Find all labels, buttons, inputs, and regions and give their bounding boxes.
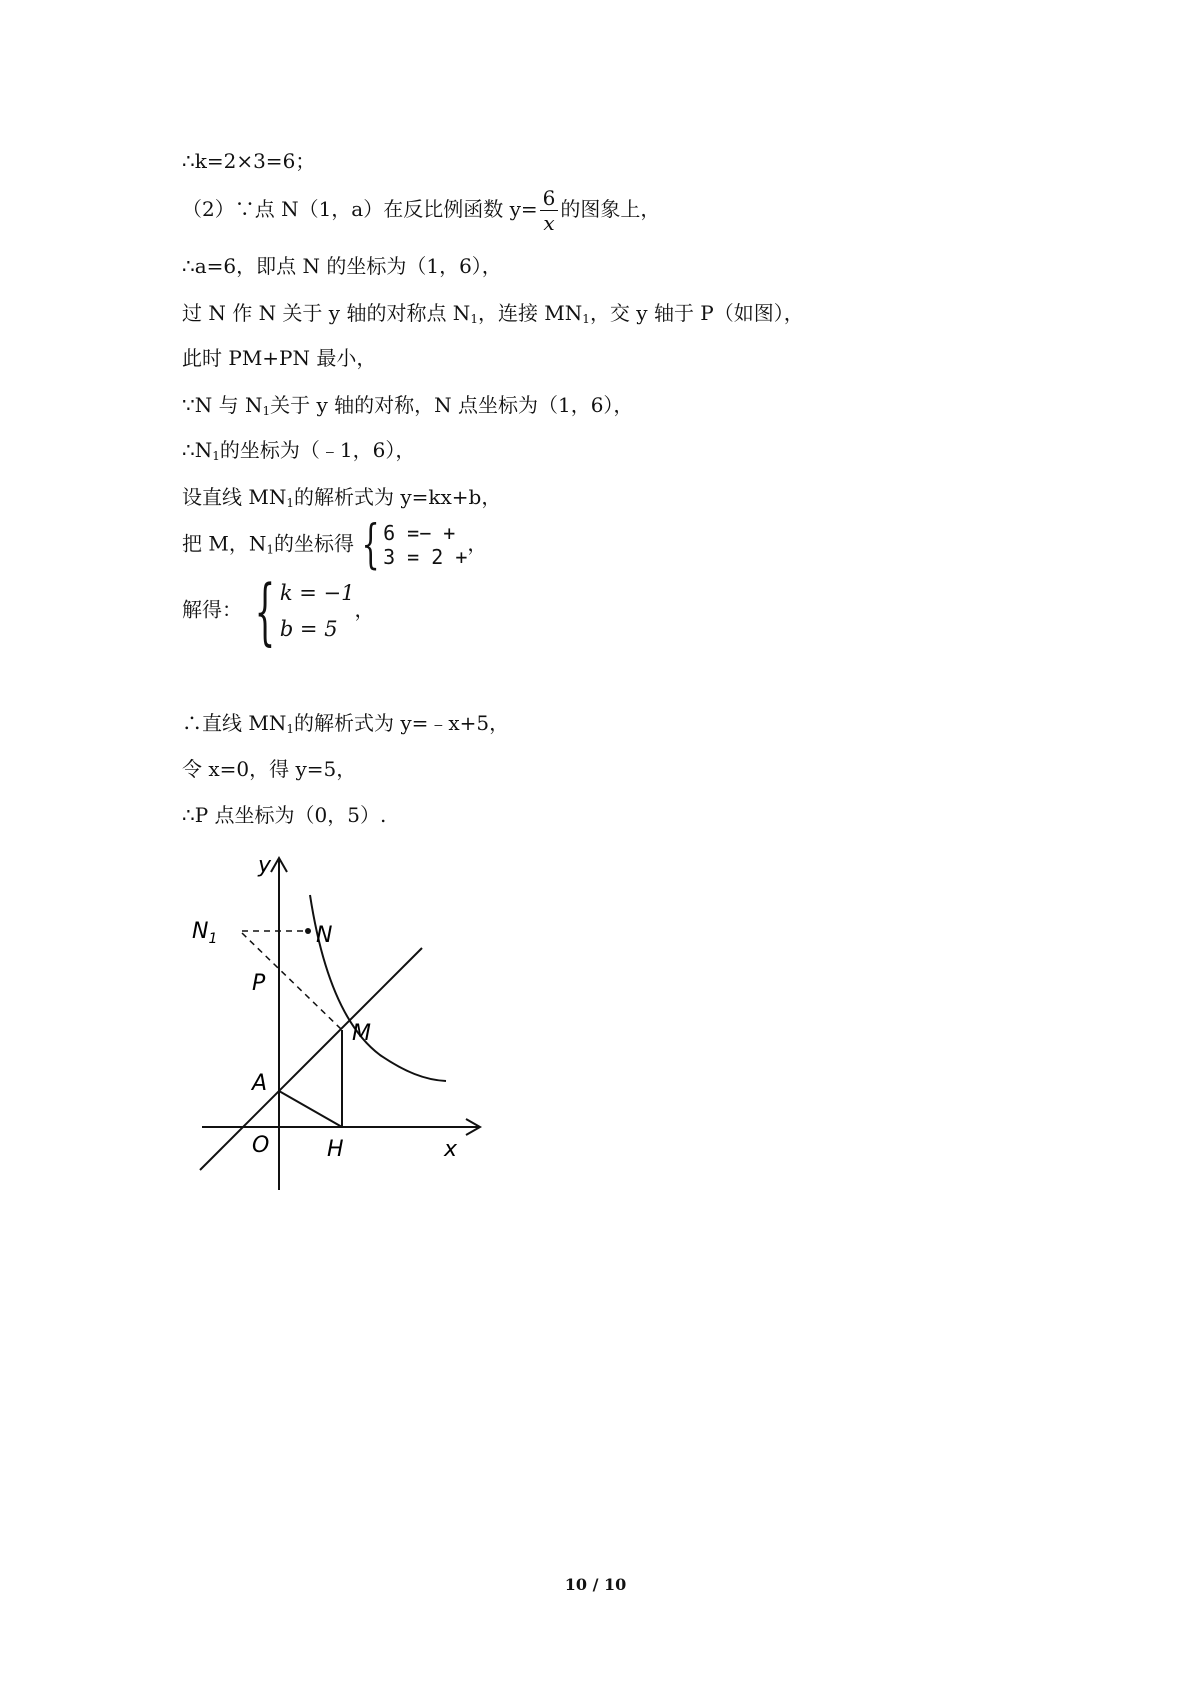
line-10-part-a: 解得：	[182, 597, 242, 622]
label-O: O	[252, 1133, 270, 1158]
coordinate-figure	[190, 850, 490, 1195]
point-N	[305, 928, 311, 934]
line-4-part-a: 过 N 作 N 关于 y 轴的对称点 N	[182, 301, 471, 325]
text-line-1: ∴k=2×3=6；	[182, 149, 316, 173]
text-line-10	[182, 569, 375, 653]
subscript: 1	[286, 496, 294, 510]
subscript: 1	[212, 449, 220, 463]
text-line-2	[182, 186, 660, 235]
left-brace: {	[361, 515, 380, 575]
subscript: 1	[262, 404, 271, 418]
text-line-3: ∴a=6，即点 N 的坐标为（1，6），	[182, 254, 502, 278]
line-9-part-c: ，	[467, 531, 488, 556]
line-10-part-b: ，	[354, 597, 375, 622]
line-6-part-a: ∵N 与 N	[182, 393, 263, 417]
label-A: A	[252, 1071, 268, 1096]
text-line-12: 令 x=0，得 y=5，	[182, 757, 357, 781]
text-line-9	[182, 515, 488, 575]
line-9-part-a: 把 M，N	[182, 531, 267, 556]
page-number: 10 / 10	[564, 1575, 627, 1594]
text-line-13: ∴P 点坐标为（0，5）.	[182, 803, 387, 827]
line-7-part-a: ∴N	[182, 438, 213, 462]
label-y: y	[258, 853, 272, 878]
fraction-numerator: 6	[542, 186, 556, 210]
label-M: M	[352, 1021, 371, 1046]
line-7-part-b: 的坐标为（﹣1，6），	[219, 438, 416, 462]
label-x: x	[444, 1137, 458, 1162]
solution-row-1: k = −1	[279, 581, 355, 605]
label-H: H	[327, 1137, 344, 1162]
text-line-4	[182, 300, 804, 332]
line-9-part-b: 的坐标得	[273, 531, 354, 556]
subscript: 1	[470, 312, 478, 326]
line-8-part-a: 设直线 MN	[182, 485, 287, 509]
subscript: 1	[286, 722, 294, 736]
equation-row-2: 3 = 2 +	[383, 545, 468, 569]
fraction-6-over-x	[540, 186, 559, 235]
line-8-part-b: 的解析式为 y=kx+b，	[293, 485, 502, 509]
line-2-suffix: 的图象上，	[560, 197, 661, 221]
line-4-part-b: ，连接 MN	[477, 301, 583, 325]
solution-system	[280, 575, 355, 647]
text-line-11	[182, 710, 509, 742]
line-11-part-a: ∴直线 MN	[182, 711, 287, 735]
line-6-part-b: 关于 y 轴的对称，N 点坐标为（1，6），	[270, 393, 634, 417]
equation-row-1: 6 =− +	[383, 521, 456, 545]
solution-row-2: b = 5	[279, 617, 338, 641]
line-2-prefix: （2）∵点 N（1，a）在反比例函数 y=	[182, 197, 538, 221]
segment-AH	[279, 1091, 342, 1127]
equation-system	[383, 521, 467, 569]
label-N: N	[316, 923, 333, 948]
text-line-7	[182, 437, 415, 469]
fraction-denominator: x	[540, 210, 559, 235]
text-line-8	[182, 484, 501, 516]
text-line-6	[182, 392, 633, 424]
label-N1: $N_1$	[192, 919, 218, 947]
subscript: 1	[266, 542, 274, 557]
line-4-part-c: ，交 y 轴于 P（如图），	[589, 301, 804, 325]
left-brace: {	[254, 569, 276, 653]
line-11-part-b: 的解析式为 y=﹣x+5，	[293, 711, 510, 735]
subscript: 1	[582, 312, 590, 326]
line-AM	[200, 948, 422, 1170]
label-P: P	[252, 971, 266, 996]
text-line-5: 此时 PM+PN 最小，	[182, 346, 377, 370]
